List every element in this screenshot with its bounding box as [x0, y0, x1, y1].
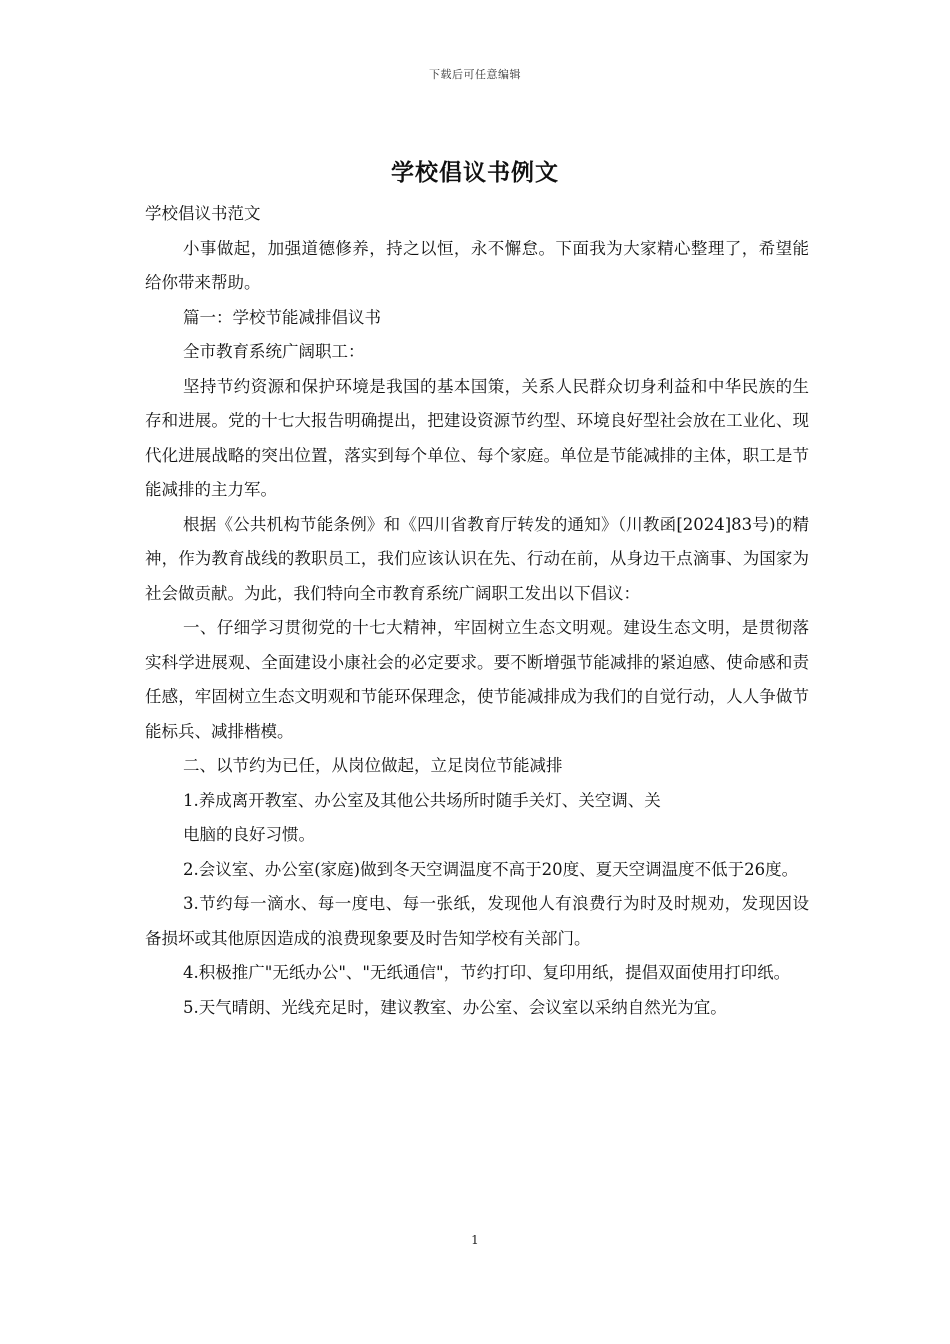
- document-body: [145, 197, 809, 1025]
- list-item-1: 1.养成离开教室、办公室及其他公共场所时随手关灯、关空调、关: [183, 790, 661, 810]
- document-title: 学校倡议书例文: [391, 159, 559, 186]
- list-item-3: 3.节约每一滴水、每一度电、每一张纸，发现他人有浪费行为时及时规劝，发现因设备损坏或其他原因造成的浪费现象要及时告知学校有关部门。: [145, 894, 809, 948]
- paragraph-point-one: 一、仔细学习贯彻党的十七大精神，牢固树立生态文明观。建设生态文明，是贯彻落实科学进展观、全面建设小康社会的必定要求。要不断增强节能减排的紧迫感、使命感和责任感，牢固树立生态文明观和节能环保理念，使节能减排成为我们的自觉行动，人人争做节能标兵、减排楷模。: [145, 618, 809, 741]
- paragraph-policy: 坚持节约资源和保护环境是我国的基本国策，关系人民群众切身利益和中华民族的生存和进展。党的十七大报告明确提出，把建设资源节约型、环境良好型社会放在工业化、现代化进展战略的突出位置，落实到每个单位、每个家庭。单位是节能减排的主体，职工是节能减排的主力军。: [145, 376, 809, 499]
- list-item-1-continued: 电脑的良好习惯。: [183, 825, 315, 844]
- paragraph-basis: 根据《公共机构节能条例》和《四川省教育厅转发的通知》（川教函[2024]83号)的精神，作为教育战线的教职员工，我们应该认识在先、行动在前，从身边干点滴事、为国家为社会做贡献。为此，我们特向全市教育系统广阔职工发出以下倡议：: [145, 514, 809, 603]
- paragraph-salutation: 全市教育系统广阔职工：: [183, 342, 365, 361]
- paragraph-section-heading: 篇一：学校节能减排倡议书: [183, 307, 381, 327]
- document-subtitle: 学校倡议书范文: [145, 204, 261, 223]
- list-item-4: 4.积极推广"无纸办公"、"无纸通信"，节约打印、复印用纸，提倡双面使用打印纸。: [183, 963, 791, 982]
- paragraph-intro: 小事做起，加强道德修养，持之以恒，永不懈怠。下面我为大家精心整理了，希望能给你带来帮助。: [145, 238, 809, 292]
- page-number: 1: [471, 1233, 479, 1247]
- paragraph-point-two: 二、以节约为已任，从岗位做起，立足岗位节能减排: [183, 756, 563, 775]
- page-header-note: 下载后可任意编辑: [429, 68, 521, 81]
- list-item-2: 2.会议室、办公室(家庭)做到冬天空调温度不高于20度、夏天空调温度不低于26度。: [183, 859, 799, 879]
- list-item-5: 5.天气晴朗、光线充足时，建议教室、办公室、会议室以采纳自然光为宜。: [183, 997, 727, 1017]
